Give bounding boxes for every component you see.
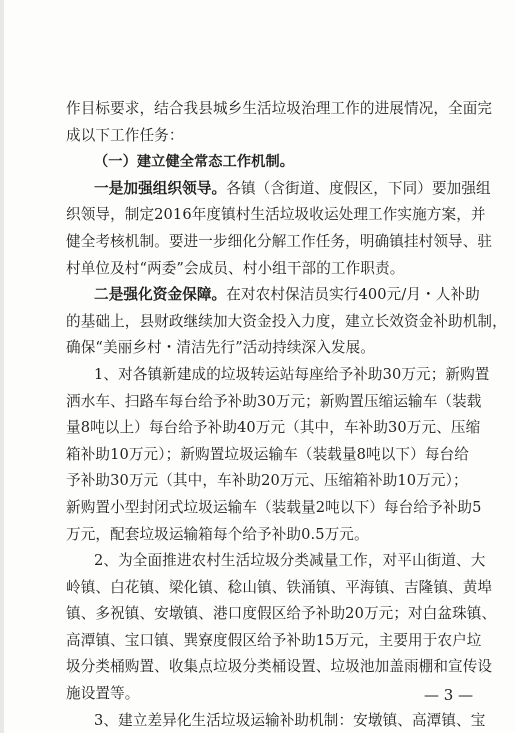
paragraph-first-line: 1、对各镇新建成的垃圾转运站每座给予补助30万元；新购置 (94, 365, 490, 383)
body-line: 确保“美丽乡村・清洁先行”活动持续深入发展。 (66, 339, 375, 357)
paragraph-first-line: 一是加强组织领导。各镇（含街道、度假区，下同）要加强组 (94, 179, 491, 197)
body-line: 洒水车、扫路车每台给予补助30万元；新购置压缩运输车（装载 (66, 392, 482, 410)
body-line: 圾分类桶购置、收集点垃圾分类桶设置、垃圾池加盖雨棚和宣传设 (66, 658, 493, 676)
body-line: 镇、多祝镇、安墩镇、港口度假区给予补助20万元；对白盆珠镇、 (66, 605, 497, 623)
body-line: 成以下工作任务： (66, 126, 184, 144)
body-line: 新购置小型封闭式垃圾运输车（装载量2吨以下）每台给予补助5 (66, 498, 482, 516)
body-line: 万元，配套垃圾运输箱每个给予补助0.5万元。 (66, 525, 369, 543)
body-line: 高潭镇、宝口镇、巽寮度假区给予补助15万元，主要用于农户垃 (66, 631, 482, 649)
body-line: 予补助30万元（其中，车补助20万元、压缩箱补助10万元）； (66, 472, 468, 490)
body-line: 施设置等。 (66, 685, 140, 703)
body-line: 作目标要求，结合我县城乡生活垃圾治理工作的进展情况，全面完 (66, 100, 493, 117)
paragraph-first-line: 二是强化资金保障。在对农村保洁员实行400元/月・人补助 (94, 286, 480, 304)
body-line: 村单位及村“两委”会成员、村小组干部的工作职责。 (66, 259, 405, 277)
paragraph-first-line: 3、建立差异化生活垃圾运输补助机制：安墩镇、高潭镇、宝 (94, 711, 486, 729)
body-line: 健全考核机制。要进一步细化分解工作任务，明确镇挂村领导、驻 (66, 232, 493, 250)
paragraph-first-line: 2、为全面推进农村生活垃圾分类减量工作，对平山街道、大 (94, 552, 486, 570)
body-line: 岭镇、白花镇、梁化镇、稔山镇、铁涌镇、平海镇、吉隆镇、黄埠 (66, 578, 493, 596)
section-heading: （一）建立健全常态工作机制。 (94, 154, 295, 171)
body-line: 箱补助10万元）；新购置垃圾运输车（装载量8吨以下）每台给 (66, 445, 469, 463)
body-line: 量8吨以上）每台给予补助40万元（其中，车补助30万元、压缩 (66, 419, 481, 437)
page-number: — 3 — (424, 686, 474, 704)
paragraph-lead: 二是强化资金保障。 (94, 286, 227, 304)
body-line: 的基础上，县财政继续加大资金投入力度，建立长效资金补助机制， (66, 312, 507, 330)
page-edge (0, 0, 4, 733)
body-line: 织领导，制定2016年度镇村生活垃圾收运处理工作实施方案，并 (66, 206, 486, 224)
paragraph-lead: 一是加强组织领导。 (94, 179, 227, 197)
document-body (66, 96, 507, 734)
